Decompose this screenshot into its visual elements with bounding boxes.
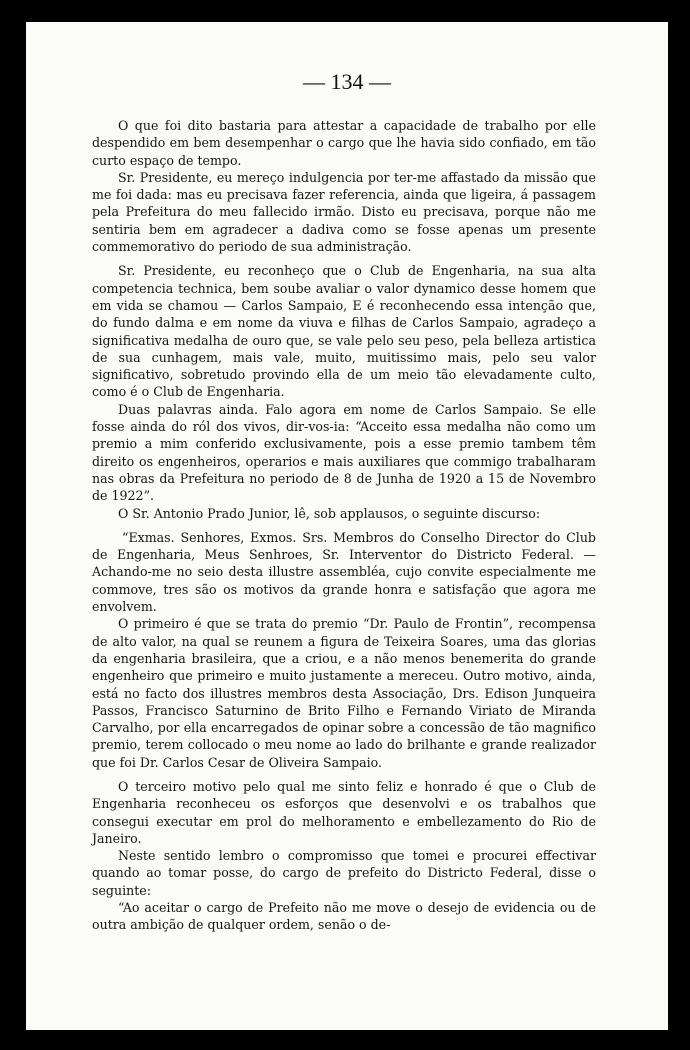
paragraph: Neste sentido lembro o compromisso que tomei e procurei effectivar quando ao tomar posse, do cargo de prefeito do Districto Federal, disse o seguinte: bbox=[92, 848, 596, 898]
paragraph: O terceiro motivo pelo qual me sinto feliz e honrado é que o Club de Engenharia reconheceu os esforços que desenvolvi e os trabalhos que consegui executar em prol do melhoramento e embellezamento do Rio de Janeiro. bbox=[92, 778, 596, 846]
paragraph: Sr. Presidente, eu reconheço que o Club de Engenharia, na sua alta competencia technica, bem soube avaliar o valor dynamico desse homem que em vida se chamou — Carlos Sampaio, E é reconhecendo essa intenção que, do fundo dalma e em nome da viuva e filhas de Carlos Sampaio, agradeço a significativa medalha de ouro que, se vale pelo seu peso, pela belleza artistica de sua cunhagem, mais vale, muito, muitissimo mais, pelo seu valor significativo, sobretudo provindo ella de um meio tão elevadamente culto, como é o Club de Engenharia. bbox=[92, 263, 596, 400]
paragraph: Duas palavras ainda. Falo agora em nome de Carlos Sampaio. Se elle fosse ainda do ról dos vivos, dir-vos-ia: “Acceito essa medalha não como um premio a mim conferido exclusivamente, pois a esse premio tambem têm direito os engenheiros, operarios e mais auxiliares que commigo trabalharam nas obras da Prefeitura no periodo de 8 de Junha de 1920 a 15 de Novembro de 1922”. bbox=[92, 401, 596, 504]
paragraph: O Sr. Antonio Prado Junior, lê, sob applausos, o seguinte discurso: bbox=[118, 505, 541, 521]
paragraph: Sr. Presidente, eu mereço indulgencia por ter-me affastado da missão que me foi dada: mas eu precisava fazer referencia, ainda que ligeira, á passagem pela Prefeitura do meu fallecido irmão. Disto eu precisava, porque não me sentiria bem em agradecer a dadiva como se fosse apenas um presente commemorativo do periodo de sua administração. bbox=[92, 169, 596, 255]
page-number: — 134 — bbox=[303, 69, 391, 94]
body-text bbox=[92, 117, 596, 934]
paragraph: O primeiro é que se trata do premio “Dr. Paulo de Frontin”, recompensa de alto valor, na qual se reunem a figura de Teixeira Soares, uma das glorias da engenharia brasileira, que a criou, e a não menos benemerita do grande engenheiro que primeiro e muito justamente a mereceu. Outro motivo, ainda, está no facto dos illustres membros desta Associação, Drs. Edison Junqueira Passos, Francisco Saturnino de Brito Filho e Fernando Viriato de Miranda Carvalho, por ella encarregados de opinar sobre a concessão de tão magnifico premio, terem collocado o meu nome ao lado do brilhante e grande realizador que foi Dr. Carlos Cesar de Oliveira Sampaio. bbox=[92, 616, 596, 770]
paragraph: O que foi dito bastaria para attestar a capacidade de trabalho por elle despendido em bem desempenhar o cargo que lhe havia sido confiado, em tão curto espaço de tempo. bbox=[92, 118, 596, 168]
book-page bbox=[26, 22, 668, 1030]
paragraph: “Ao aceitar o cargo de Prefeito não me move o desejo de evidencia ou de outra ambição de qualquer ordem, senão o de- bbox=[92, 900, 596, 933]
paragraph: “Exmas. Senhores, Exmos. Srs. Membros do Conselho Director do Club de Engenharia, Meus Senhroes, Sr. Interventor do Districto Federal. — Achando-me no seio desta illustre assembléa, cujo convite especialmente me commove, tres são os motivos da grande honra e satisfação que agora me envolvem. bbox=[92, 529, 596, 615]
